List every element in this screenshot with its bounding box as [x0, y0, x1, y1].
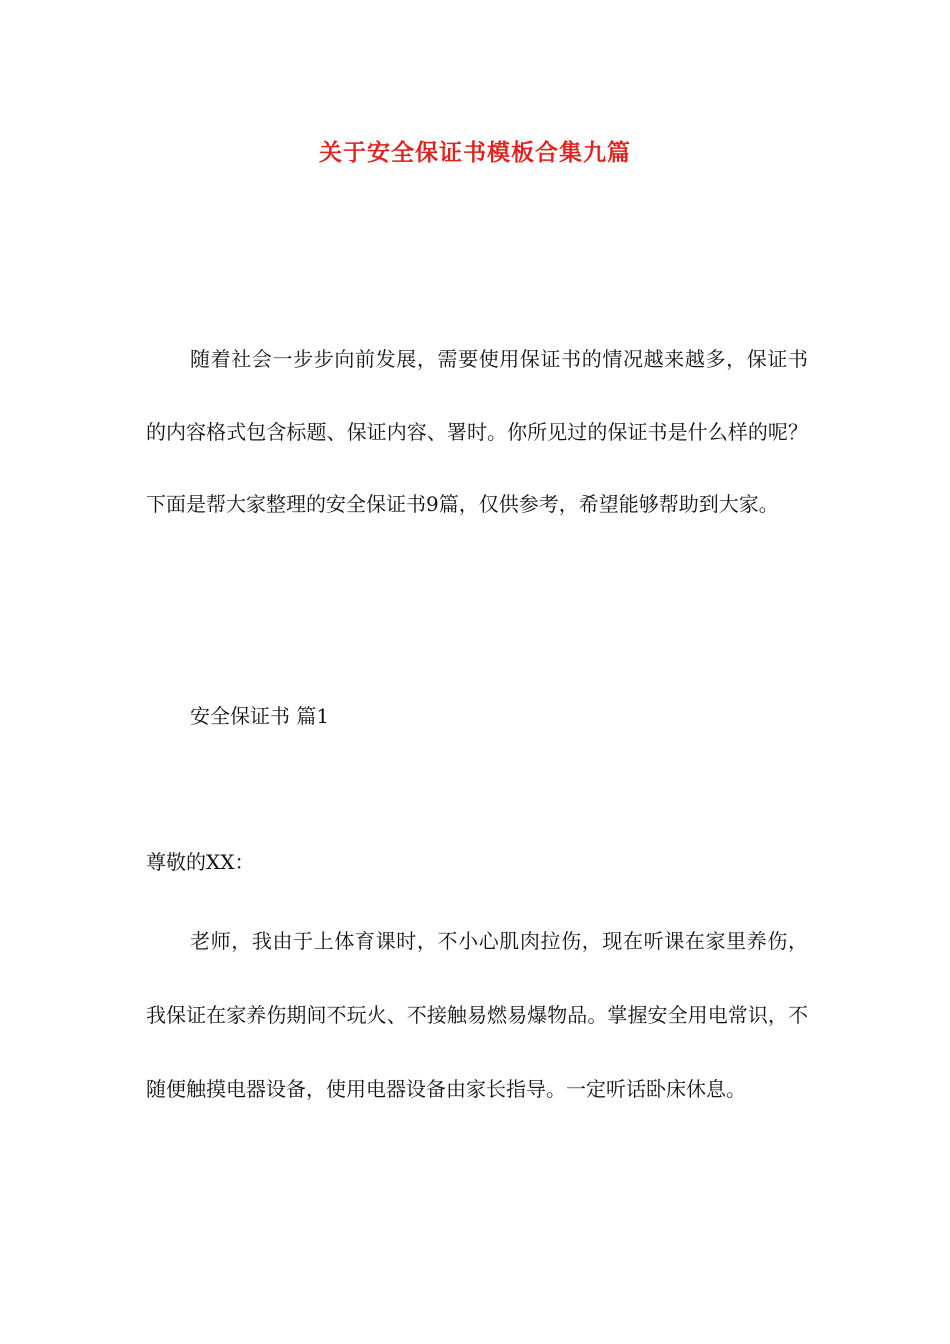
- body-paragraph: 老师，我由于上体育课时，不小心肌肉拉伤，现在听课在家里养伤，我保证在家养伤期间不玩火、不接触易燃易爆物品。掌握安全用电常识，不随便触摸电器设备，使用电器设备由家长指导。一定听话卧床休息。: [146, 929, 808, 1101]
- document-title: 关于安全保证书模板合集九篇: [319, 139, 631, 166]
- salutation: 尊敬的XX：: [146, 850, 255, 874]
- section-heading: 安全保证书 篇1: [190, 704, 330, 728]
- intro-paragraph: 随着社会一步步向前发展，需要使用保证书的情况越来越多，保证书的内容格式包含标题、保证内容、署时。你所见过的保证书是什么样的呢？下面是帮大家整理的安全保证书9篇，仅供参考，希望能够帮助到大家。: [146, 347, 808, 516]
